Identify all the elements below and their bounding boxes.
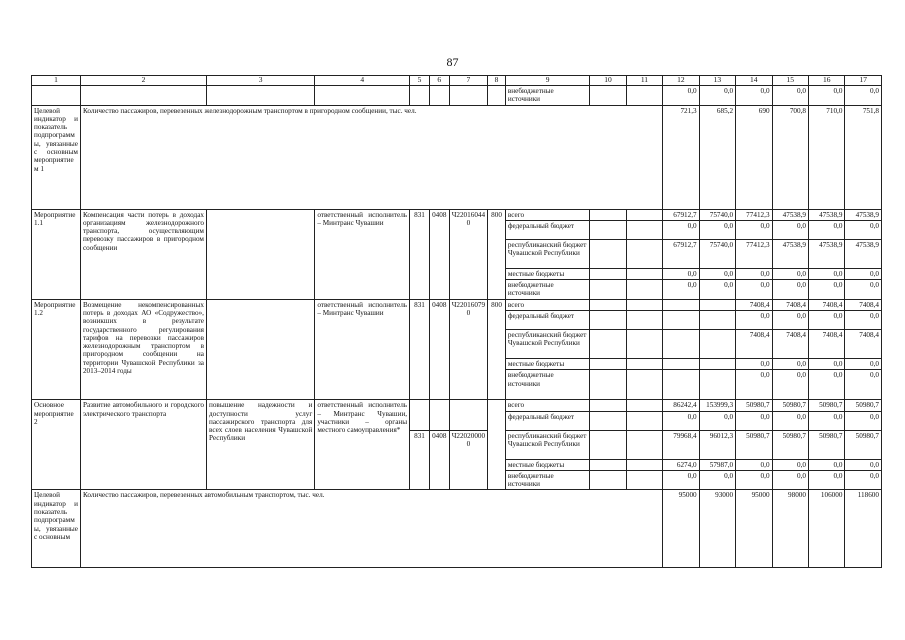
value-cell: 0,0 xyxy=(772,358,808,369)
value-cell: 0,0 xyxy=(736,370,772,400)
value-cell: 0,0 xyxy=(736,459,772,470)
col-header: 6 xyxy=(429,76,449,86)
value-cell: 50980,7 xyxy=(845,430,882,459)
col-header: 4 xyxy=(315,76,410,86)
value-cell: 93000 xyxy=(699,490,735,568)
col-header: 5 xyxy=(410,76,430,86)
value-cell: 0,0 xyxy=(736,358,772,369)
measure-label: Основное мероприятие 2 xyxy=(32,400,81,490)
funding-source: внебюджетные источники xyxy=(505,280,589,300)
value-cell: 75740,0 xyxy=(699,239,735,268)
value-cell: 47538,9 xyxy=(772,239,808,268)
measure-name: Развитие автомобильного и городского электрического транспорта xyxy=(80,400,206,490)
value-cell: 7408,4 xyxy=(845,299,882,310)
code-cell: 831 xyxy=(410,430,430,490)
value-cell xyxy=(663,358,699,369)
col-header: 12 xyxy=(663,76,699,86)
value-cell: 0,0 xyxy=(772,268,808,279)
col-header: 15 xyxy=(772,76,808,86)
value-cell: 0,0 xyxy=(772,459,808,470)
value-cell: 0,0 xyxy=(808,470,844,490)
value-cell: 86242,4 xyxy=(663,400,699,411)
value-cell: 95000 xyxy=(663,490,699,568)
value-cell: 721,3 xyxy=(663,105,699,209)
value-cell: 67912,7 xyxy=(663,209,699,220)
value-cell: 0,0 xyxy=(699,470,735,490)
value-cell: 77412,3 xyxy=(736,209,772,220)
indicator-label: Целевой индикатор и показатель подпрограммы, увязанные с основным мероприятием 1 xyxy=(32,105,81,209)
measure-label: Мероприятие 1.2 xyxy=(32,299,81,400)
value-cell xyxy=(699,358,735,369)
value-cell: 7408,4 xyxy=(736,299,772,310)
value-cell: 0,0 xyxy=(808,358,844,369)
funding-source: республиканский бюджет Чувашской Республики xyxy=(505,329,589,358)
col-header: 17 xyxy=(845,76,882,86)
measure-label: Мероприятие 1.1 xyxy=(32,209,81,299)
value-cell: 0,0 xyxy=(699,268,735,279)
value-cell: 0,0 xyxy=(699,86,735,106)
value-cell: 7408,4 xyxy=(772,329,808,358)
value-cell: 0,0 xyxy=(845,358,882,369)
col-header: 16 xyxy=(808,76,844,86)
value-cell: 7408,4 xyxy=(808,299,844,310)
value-cell: 0,0 xyxy=(699,280,735,300)
code-cell: Ч220200000 xyxy=(449,430,488,490)
value-cell: 751,8 xyxy=(845,105,882,209)
value-cell: 77412,3 xyxy=(736,239,772,268)
code-cell: 800 xyxy=(488,209,506,299)
funding-source: местные бюджеты xyxy=(505,268,589,279)
funding-source: местные бюджеты xyxy=(505,459,589,470)
col-header: 13 xyxy=(699,76,735,86)
value-cell: 0,0 xyxy=(663,268,699,279)
value-cell: 0,0 xyxy=(663,411,699,430)
value-cell: 75740,0 xyxy=(699,209,735,220)
funding-source: всего xyxy=(505,209,589,220)
value-cell xyxy=(663,329,699,358)
value-cell: 7408,4 xyxy=(736,329,772,358)
table-row xyxy=(32,400,882,411)
col-header: 7 xyxy=(449,76,488,86)
measure-goal: повышение надежности и доступности услуг пассажирского транспорта для всех слоев населения Чувашской Республики xyxy=(206,400,314,490)
value-cell: 0,0 xyxy=(736,268,772,279)
value-cell: 0,0 xyxy=(663,470,699,490)
value-cell: 0,0 xyxy=(808,310,844,329)
funding-source: федеральный бюджет xyxy=(505,220,589,239)
indicator-row xyxy=(32,490,882,568)
funding-source: всего xyxy=(505,400,589,411)
value-cell: 47538,9 xyxy=(772,209,808,220)
value-cell xyxy=(699,370,735,400)
value-cell xyxy=(663,310,699,329)
col-header: 9 xyxy=(505,76,589,86)
code-cell: 0408 xyxy=(429,430,449,490)
funding-source: внебюджетные источники xyxy=(505,470,589,490)
value-cell: 47538,9 xyxy=(845,239,882,268)
value-cell: 118600 xyxy=(845,490,882,568)
value-cell: 50980,7 xyxy=(808,400,844,411)
value-cell: 47538,9 xyxy=(808,209,844,220)
code-cell: Ч220160440 xyxy=(449,209,488,299)
col-header: 8 xyxy=(488,76,506,86)
value-cell: 0,0 xyxy=(808,220,844,239)
value-cell: 0,0 xyxy=(808,370,844,400)
value-cell: 685,2 xyxy=(699,105,735,209)
col-header: 10 xyxy=(590,76,626,86)
funding-source: внебюджетные источники xyxy=(505,86,589,106)
value-cell: 50980,7 xyxy=(772,430,808,459)
value-cell: 50980,7 xyxy=(845,400,882,411)
value-cell: 50980,7 xyxy=(736,430,772,459)
value-cell: 0,0 xyxy=(845,370,882,400)
value-cell: 0,0 xyxy=(699,411,735,430)
code-cell: 0408 xyxy=(429,299,449,400)
indicator-text: Количество пассажиров, перевезенных автомобильным транспортом, тыс. чел. xyxy=(80,490,662,568)
value-cell xyxy=(663,370,699,400)
value-cell xyxy=(699,310,735,329)
responsible: ответственный исполнитель – Минтранс Чувашии xyxy=(315,299,410,400)
value-cell: 0,0 xyxy=(808,459,844,470)
value-cell: 0,0 xyxy=(845,411,882,430)
value-cell: 700,8 xyxy=(772,105,808,209)
value-cell: 6274,0 xyxy=(663,459,699,470)
value-cell: 0,0 xyxy=(845,86,882,106)
value-cell: 7408,4 xyxy=(845,329,882,358)
funding-source: федеральный бюджет xyxy=(505,411,589,430)
funding-source: местные бюджеты xyxy=(505,358,589,369)
funding-source: республиканский бюджет Чувашской Республики xyxy=(505,430,589,459)
value-cell: 0,0 xyxy=(736,220,772,239)
page-number: 87 xyxy=(446,55,459,69)
value-cell: 0,0 xyxy=(736,280,772,300)
value-cell: 47538,9 xyxy=(845,209,882,220)
value-cell: 0,0 xyxy=(772,470,808,490)
value-cell: 0,0 xyxy=(772,280,808,300)
value-cell: 0,0 xyxy=(663,280,699,300)
value-cell: 0,0 xyxy=(736,310,772,329)
code-cell: 831 xyxy=(410,299,430,400)
value-cell: 0,0 xyxy=(663,220,699,239)
header-row xyxy=(32,76,882,86)
table-row xyxy=(32,299,882,310)
code-cell: 0408 xyxy=(429,209,449,299)
indicator-row xyxy=(32,105,882,209)
value-cell: 0,0 xyxy=(736,86,772,106)
value-cell: 57987,0 xyxy=(699,459,735,470)
table-row xyxy=(32,86,882,106)
program-table xyxy=(31,75,882,568)
value-cell: 690 xyxy=(736,105,772,209)
value-cell: 96012,3 xyxy=(699,430,735,459)
indicator-text: Количество пассажиров, перевезенных железнодорожным транспортом в пригородном сообщении, тыс. чел. xyxy=(80,105,662,209)
value-cell: 0,0 xyxy=(808,280,844,300)
value-cell: 47538,9 xyxy=(808,239,844,268)
value-cell: 7408,4 xyxy=(808,329,844,358)
col-header: 14 xyxy=(736,76,772,86)
indicator-label: Целевой индикатор и показатель подпрограммы, увязанные с основным xyxy=(32,490,81,568)
code-cell: 800 xyxy=(488,299,506,400)
funding-source: всего xyxy=(505,299,589,310)
value-cell: 106000 xyxy=(808,490,844,568)
table-row xyxy=(32,209,882,220)
value-cell xyxy=(699,329,735,358)
value-cell: 0,0 xyxy=(845,310,882,329)
value-cell: 0,0 xyxy=(845,470,882,490)
value-cell: 153999,3 xyxy=(699,400,735,411)
value-cell: 0,0 xyxy=(736,470,772,490)
value-cell: 0,0 xyxy=(772,220,808,239)
value-cell xyxy=(699,299,735,310)
value-cell: 0,0 xyxy=(772,411,808,430)
value-cell: 710,0 xyxy=(808,105,844,209)
value-cell: 0,0 xyxy=(808,411,844,430)
value-cell: 50980,7 xyxy=(808,430,844,459)
value-cell xyxy=(663,299,699,310)
value-cell: 0,0 xyxy=(808,86,844,106)
value-cell: 50980,7 xyxy=(736,400,772,411)
value-cell: 0,0 xyxy=(808,268,844,279)
funding-source: внебюджетные источники xyxy=(505,370,589,400)
responsible: ответственный исполнитель – Минтранс Чувашии, участники – органы местного самоуправления* xyxy=(315,400,410,490)
funding-source: федеральный бюджет xyxy=(505,310,589,329)
value-cell: 0,0 xyxy=(663,86,699,106)
value-cell: 0,0 xyxy=(845,220,882,239)
value-cell: 7408,4 xyxy=(772,299,808,310)
code-cell: Ч220160790 xyxy=(449,299,488,400)
measure-name: Компенсация части потерь в доходах организациям железнодорожного транспорта, осуществляющим перевозку пассажиров в пригородном сообщении xyxy=(80,209,206,299)
responsible: ответственный исполнитель – Минтранс Чувашии xyxy=(315,209,410,299)
col-header: 1 xyxy=(32,76,81,86)
col-header: 3 xyxy=(206,76,314,86)
measure-name: Возмещение некомпенсированных потерь в доходах АО «Содружество», возникших в результате государственного регулирования тарифов на перевозки пассажиров железнодорожным транспортом в пригородном сообщении на территории Чувашской Республики за 2013–2014 годы xyxy=(80,299,206,400)
value-cell: 0,0 xyxy=(736,411,772,430)
value-cell: 98000 xyxy=(772,490,808,568)
value-cell: 50980,7 xyxy=(772,400,808,411)
value-cell: 0,0 xyxy=(699,220,735,239)
value-cell: 79968,4 xyxy=(663,430,699,459)
col-header: 11 xyxy=(626,76,662,86)
value-cell: 0,0 xyxy=(845,280,882,300)
value-cell: 67912,7 xyxy=(663,239,699,268)
value-cell: 0,0 xyxy=(845,268,882,279)
value-cell: 0,0 xyxy=(772,86,808,106)
col-header: 2 xyxy=(80,76,206,86)
value-cell: 0,0 xyxy=(772,310,808,329)
value-cell: 0,0 xyxy=(772,370,808,400)
funding-source: республиканский бюджет Чувашской Республики xyxy=(505,239,589,268)
value-cell: 0,0 xyxy=(845,459,882,470)
value-cell: 95000 xyxy=(736,490,772,568)
code-cell: 831 xyxy=(410,209,430,299)
